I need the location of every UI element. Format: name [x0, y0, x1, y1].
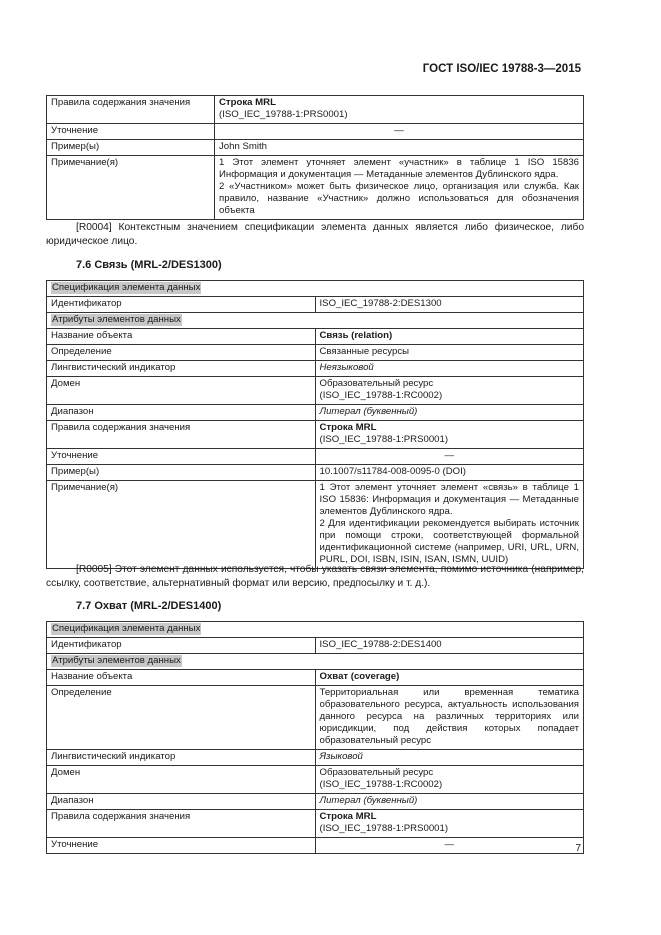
row-value: Связь (relation) [315, 329, 584, 345]
table-row [47, 156, 584, 220]
table-row [47, 124, 584, 140]
section-row [47, 654, 584, 670]
rules-value: Строка MRL [319, 422, 377, 433]
value-sub: (ISO_IEC_19788-1:PRS0001) [219, 109, 348, 120]
row-value [215, 96, 584, 124]
row-label: Правила содержания значения [47, 810, 316, 838]
table-row [47, 794, 584, 810]
row-value: Литерал (буквенный) [315, 794, 584, 810]
row-label: Уточнение [47, 124, 215, 140]
row-value: Охват (coverage) [315, 670, 584, 686]
row-value: John Smith [215, 140, 584, 156]
row-label: Название объекта [47, 329, 316, 345]
row-label: Определение [47, 686, 316, 750]
row-value: 10.1007/s11784-008-0095-0 (DOI) [315, 465, 584, 481]
note-2: 2 Для идентификации рекомендуется выбирать источник при помощи строки, соответствующей формальной идентификационной системе (например, URI, URL, URN, PURL, DOI, ISBN, ISIN, ISAN, ISMN, UUID) [319, 518, 579, 565]
section-heading-7-7: 7.7 Охват (MRL-2/DES1400) [76, 600, 222, 612]
row-value: Литерал (буквенный) [315, 405, 584, 421]
table-continuation [46, 95, 584, 220]
table-row [47, 481, 584, 569]
table-row [47, 810, 584, 838]
spec-title: Спецификация элемента данных [52, 282, 201, 293]
domain-value: Образовательный ресурс [319, 378, 434, 389]
row-label: Идентификатор [47, 638, 316, 654]
row-label: Правила содержания значения [47, 421, 316, 449]
rules-value: Строка MRL [319, 811, 377, 822]
table-row [47, 766, 584, 794]
note-1: 1 Этот элемент уточняет элемент «связь» в таблице 1 ISO 15836: Информация и документация — Метаданные элементов Дублинского ядра. [319, 482, 579, 517]
row-label: Правила содержания значения [47, 96, 215, 124]
row-label: Примечание(я) [47, 156, 215, 220]
table-row [47, 465, 584, 481]
table-row [47, 670, 584, 686]
row-value [315, 377, 584, 405]
table-row [47, 421, 584, 449]
row-label: Пример(ы) [47, 465, 316, 481]
table-row [47, 313, 584, 329]
row-label: Идентификатор [47, 297, 316, 313]
section-heading-7-6: 7.6 Связь (MRL-2/DES1300) [76, 259, 222, 271]
row-label: Диапазон [47, 405, 316, 421]
row-label: Определение [47, 345, 316, 361]
page-number: 7 [575, 843, 581, 854]
section-row [47, 281, 584, 297]
row-label: Название объекта [47, 670, 316, 686]
table-row [47, 345, 584, 361]
row-value [315, 810, 584, 838]
domain-sub: (ISO_IEC_19788-1:RC0002) [319, 390, 443, 401]
row-label: Лингвистический индикатор [47, 750, 316, 766]
row-value: ISO_IEC_19788-2:DES1300 [315, 297, 584, 313]
row-value [315, 766, 584, 794]
row-value [215, 156, 584, 220]
rules-sub: (ISO_IEC_19788-1:PRS0001) [319, 434, 449, 445]
row-value [315, 421, 584, 449]
row-label: Пример(ы) [47, 140, 215, 156]
table-row [47, 686, 584, 750]
attr-title: Атрибуты элементов данных [52, 655, 181, 666]
section-row [47, 313, 584, 329]
paragraph-r0005: [R0005] Этот элемент данных используется, чтобы указать связи элемента, помимо источника (например, ссылку, соответствие, альтернативный формат или версию, предпосылку и т. д.). [46, 564, 584, 589]
table-relation [46, 280, 584, 569]
table-row [47, 622, 584, 638]
spec-title: Спецификация элемента данных [52, 623, 201, 634]
row-value: Связанные ресурсы [315, 345, 584, 361]
row-label: Уточнение [47, 449, 316, 465]
table-row [47, 281, 584, 297]
table-row [47, 140, 584, 156]
table-row [47, 96, 584, 124]
table-row [47, 838, 584, 854]
domain-value: Образовательный ресурс [319, 767, 434, 778]
rules-sub: (ISO_IEC_19788-1:PRS0001) [319, 823, 449, 834]
table-row [47, 405, 584, 421]
table-coverage [46, 621, 584, 854]
row-value [315, 481, 584, 569]
row-label: Домен [47, 377, 316, 405]
row-value: — [215, 124, 584, 140]
table-row [47, 361, 584, 377]
row-value: ISO_IEC_19788-2:DES1400 [315, 638, 584, 654]
row-value: Неязыковой [315, 361, 584, 377]
row-label: Домен [47, 766, 316, 794]
value-bold: Строка MRL [219, 97, 276, 108]
table-row [47, 654, 584, 670]
table-row [47, 449, 584, 465]
row-label: Уточнение [47, 838, 316, 854]
table-row [47, 329, 584, 345]
attr-title: Атрибуты элементов данных [52, 314, 181, 325]
note-2: 2 «Участником» может быть физическое лицо, организация или служба. Как правило, название «Участник» должно использоваться для обозначения объекта [219, 181, 579, 216]
row-value: Языковой [315, 750, 584, 766]
row-label: Лингвистический индикатор [47, 361, 316, 377]
domain-sub: (ISO_IEC_19788-1:RC0002) [319, 779, 443, 790]
table-row [47, 297, 584, 313]
paragraph-r0004: [R0004] Контекстным значением спецификации элемента данных является либо физическое, либо юридическое лицо. [46, 222, 584, 247]
note-1: 1 Этот элемент уточняет элемент «участник» в таблице 1 ISO 15836 Информация и документация — Метаданные элементов Дублинского ядра. [219, 157, 579, 180]
row-value: — [315, 838, 584, 854]
row-label: Примечание(я) [47, 481, 316, 569]
section-row [47, 622, 584, 638]
table-row [47, 377, 584, 405]
table-row [47, 750, 584, 766]
table-row [47, 638, 584, 654]
row-value: Территориальная или временная тематика образовательного ресурса, актуальность использования данного ресурса на различных территориях или юрисдикции, под действия которых попадает образовательный ресурс [315, 686, 584, 750]
row-value: — [315, 449, 584, 465]
row-label: Диапазон [47, 794, 316, 810]
document-header: ГОСТ ISO/IEC 19788-3—2015 [422, 63, 581, 75]
